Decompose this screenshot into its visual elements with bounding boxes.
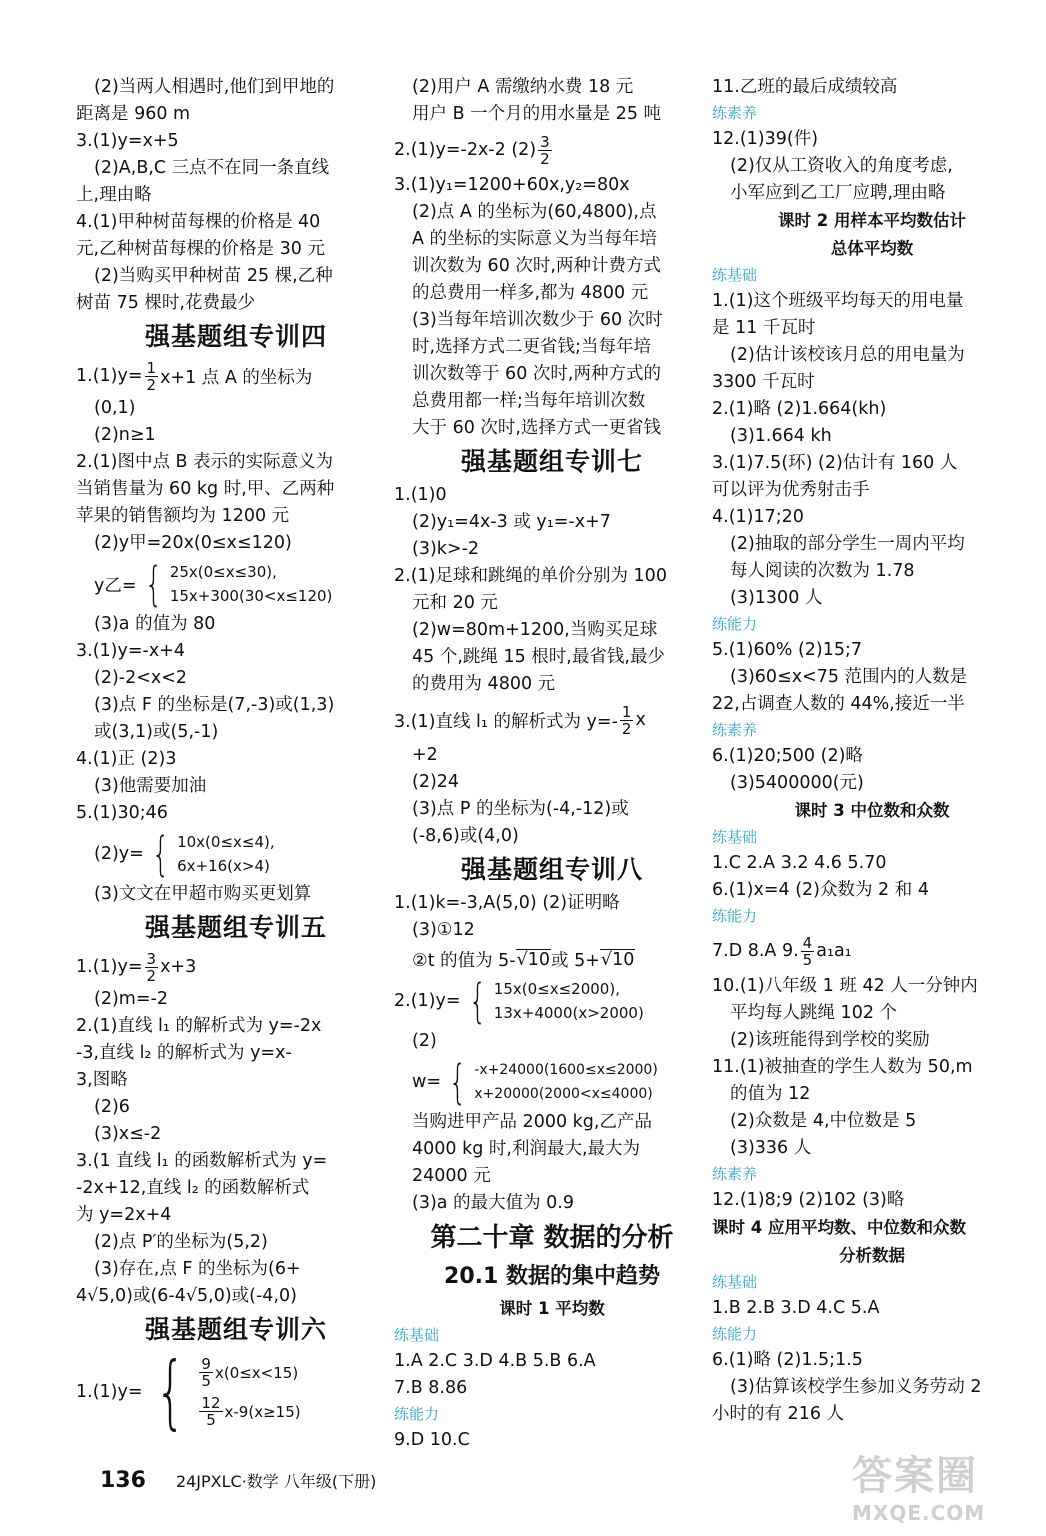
answer-column-1 [76, 74, 396, 1438]
answer-text: 2.(1)y=-2x-2 (2) [394, 140, 537, 160]
fraction [145, 951, 159, 984]
lesson-title: 课时 1 平均数 [499, 1299, 605, 1318]
answer-line: (3)点 P 的坐标为(-4,-12)或 [412, 799, 629, 819]
answer-line [712, 929, 1032, 973]
answer-line: (0,1) [94, 398, 136, 418]
answer-line: 1.(1)0 [394, 485, 447, 505]
piecewise-function [394, 1055, 710, 1109]
answer-line: 用户 B 一个月的用水量是 25 吨 [412, 104, 662, 124]
answer-line: 6.(1)20;500 (2)略 [712, 746, 863, 766]
answer-line: 训次数等于 60 次时,两种方式的 [412, 364, 661, 384]
answer-line: 1.C 2.A 3.2 4.6 5.70 [712, 853, 887, 873]
answer-line [394, 128, 710, 172]
answer-line: (3)60≤x<75 范围内的人数是 [730, 667, 968, 687]
answer-line: 2.(1)直线 l₁ 的解析式为 y=-2x [76, 1016, 322, 1036]
answer-line: 是 11 千瓦时 [712, 318, 816, 338]
watermark [852, 1444, 1032, 1530]
answer-line: 4000 kg 时,利润最大,最大为 [412, 1139, 641, 1159]
numerator: 12 [201, 1394, 221, 1412]
answer-line: 3.(1)7.5(环) (2)估计有 160 人 [712, 453, 958, 473]
numerator: 1 [621, 702, 632, 721]
watermark-url: MXQE.COM [852, 1501, 986, 1525]
practice-tag: 练素养 [712, 1165, 758, 1183]
answer-line: 4.(1)甲种树苗每棵的价格是 40 [76, 212, 321, 232]
answer-line: 3300 千瓦时 [712, 372, 815, 392]
lesson-title: 课时 4 应用平均数、中位数和众数 [712, 1218, 966, 1237]
answer-line: 2.(1)图中点 B 表示的实际意义为 [76, 452, 334, 472]
answer-line: -3,直线 l₂ 的解析式为 y=x- [76, 1043, 292, 1063]
piecewise-function [76, 827, 396, 881]
lesson-title: 总体平均数 [830, 239, 914, 258]
denominator: 5 [802, 950, 813, 969]
answer-line: 2.(1)略 (2)1.664(kh) [712, 399, 887, 419]
cases [197, 1356, 300, 1428]
answer-line [394, 698, 710, 742]
answer-line: 6.(1)x=4 (2)众数为 2 和 4 [712, 880, 929, 900]
answer-line: 距离是 960 m [76, 104, 191, 124]
answer-line: (2)估计该校该月总的用电量为 [730, 345, 965, 365]
answer-line: (2)6 [94, 1097, 130, 1117]
answer-line: 可以评为优秀射击手 [712, 480, 870, 500]
answer-line: 11.(1)被抽查的学生人数为 50,m [712, 1057, 973, 1077]
answer-line: (2)当购买甲种树苗 25 棵,乙种 [94, 266, 333, 286]
answer-line: 元和 20 元 [412, 593, 498, 613]
answer-line [76, 948, 396, 986]
answer-line: (3)1300 人 [730, 588, 823, 608]
practice-tag: 练基础 [712, 1273, 758, 1291]
answer-line: (3)文文在甲超市购买更划算 [94, 884, 312, 904]
brace: { [144, 557, 162, 611]
case-line [197, 1395, 300, 1428]
case-line: 15x(0≤x≤2000), [493, 980, 620, 998]
book-code: 24JPXLC·数学 八年级(下册) [175, 1472, 377, 1491]
answer-line: 2.(1)足球和跳绳的单价分别为 100 [394, 566, 667, 586]
answer-line: (2)y甲=20x(0≤x≤120) [94, 533, 292, 553]
answer-line: 的总费用一样多,都为 4800 元 [412, 283, 649, 303]
fraction [199, 1395, 222, 1428]
case-line: -x+24000(1600≤x≤2000) [474, 1062, 658, 1078]
section-heading: 强基题组专训七 [460, 447, 643, 476]
practice-tag: 练能力 [712, 615, 758, 633]
answer-line: 7.B 8.86 [394, 1378, 468, 1398]
answer-line: 时,选择方式二更省钱;当每年培 [412, 337, 651, 357]
chapter-title: 第二十章 数据的分析 [430, 1223, 674, 1253]
answer-line: 3.(1)y=x+5 [76, 131, 179, 151]
lesson-title: 分析数据 [839, 1246, 905, 1265]
denominator: 5 [201, 1372, 211, 1390]
piecewise-function [76, 557, 396, 611]
answer-line: 的费用为 4800 元 [412, 674, 556, 694]
answer-line: 24000 元 [412, 1166, 491, 1186]
answer-line: 12.(1)8;9 (2)102 (3)略 [712, 1190, 905, 1210]
practice-tag: 练能力 [394, 1405, 440, 1423]
fraction [538, 134, 552, 167]
lesson-title: 课时 2 用样本平均数估计 [778, 211, 966, 230]
answer-text: x+1 点 A 的坐标为 [160, 367, 313, 388]
case-line: x+20000(2000<x≤4000) [474, 1086, 653, 1102]
page-footer [100, 1468, 376, 1493]
case-line [197, 1356, 300, 1389]
denominator: 2 [621, 719, 632, 738]
answer-line: (3)估算该校学生参加义务劳动 2 [730, 1377, 982, 1397]
numerator: 3 [146, 949, 157, 968]
practice-tag: 练素养 [712, 104, 758, 122]
numerator: 9 [201, 1355, 211, 1373]
answer-text: ②t 的值为 5- [412, 950, 516, 971]
answer-line: -2x+12,直线 l₂ 的函数解析式 [76, 1178, 310, 1198]
answer-text: x [635, 710, 646, 730]
case-text: x(0≤x<15) [214, 1363, 299, 1382]
answer-line: 12.(1)39(件) [712, 129, 819, 149]
answer-line: (3)336 人 [730, 1138, 812, 1158]
answer-line: 大于 60 次时,选择方式一更省钱 [412, 418, 661, 438]
numerator: 4 [802, 933, 813, 952]
answer-line: 树苗 75 棵时,花费最少 [76, 293, 255, 313]
fraction [620, 704, 634, 737]
answer-line: 3.(1 直线 l₁ 的函数解析式为 y= [76, 1151, 328, 1171]
cases [474, 1058, 658, 1106]
answer-line: (3)x≤-2 [94, 1124, 162, 1144]
case-line: 25x(0≤x≤30), [169, 563, 277, 581]
answer-line: 1.(1)这个班级平均每天的用电量 [712, 291, 964, 311]
answer-text: 7.D 8.A 9. [712, 941, 799, 961]
answer-line: 9.D 10.C [394, 1430, 470, 1450]
answer-line: 当购进甲产品 2000 kg,乙产品 [412, 1112, 652, 1132]
answer-line: (3)当每年培训次数少于 60 次时 [412, 310, 663, 330]
section-heading: 强基题组专训六 [144, 1315, 327, 1344]
answer-text: 1.(1)y= [76, 366, 143, 386]
practice-tag: 练能力 [712, 907, 758, 925]
case-line: 13x+4000(x>2000) [493, 1004, 644, 1022]
answer-line: 1.(1)k=-3,A(5,0) (2)证明略 [394, 893, 620, 913]
answer-line: 22,占调查人数的 44%,接近一半 [712, 694, 965, 714]
answer-line: (2)y₁=4x-3 或 y₁=-x+7 [412, 512, 611, 532]
answer-line: (2)点 A 的坐标为(60,4800),点 [412, 202, 657, 222]
answer-text: 1.(1)y= [76, 1382, 143, 1402]
fraction [199, 1356, 213, 1389]
answer-line: 5.(1)60% (2)15;7 [712, 640, 863, 660]
answer-text: 3.(1)直线 l₁ 的解析式为 y=- [394, 711, 618, 732]
answer-line: 4.(1)正 (2)3 [76, 749, 177, 769]
answer-line: (2) [412, 1031, 437, 1051]
answer-line: (2)当两人相遇时,他们到甲地的 [94, 77, 335, 97]
practice-tag: 练素养 [712, 721, 758, 739]
case-line: 10x(0≤x≤4), [177, 833, 275, 851]
denominator: 2 [146, 966, 157, 985]
answer-line: 10.(1)八年级 1 班 42 人一分钟内 [712, 976, 978, 996]
numerator: 1 [146, 358, 157, 377]
answer-text: (2)y= [94, 844, 144, 864]
square-root: √10 [600, 949, 635, 970]
section-heading: 强基题组专训八 [460, 855, 643, 884]
answer-line: (2)众数是 4,中位数是 5 [730, 1111, 917, 1131]
answer-line: (2)m=-2 [94, 989, 168, 1009]
cases [494, 977, 644, 1025]
answer-line: 6.(1)略 (2)1.5;1.5 [712, 1350, 863, 1370]
cases [177, 830, 275, 878]
answer-line: (2)用户 A 需缴纳水费 18 元 [412, 77, 634, 97]
answer-line: (2)A,B,C 三点不在同一条直线 [94, 158, 330, 178]
answer-line: (2)该班能得到学校的奖励 [730, 1030, 930, 1050]
answer-text: y乙= [94, 575, 137, 596]
answer-line: 的值为 12 [730, 1084, 811, 1104]
answer-line [394, 944, 710, 974]
piecewise-function [394, 974, 710, 1028]
piecewise-function [76, 1345, 396, 1438]
square-root: √10 [516, 949, 551, 970]
answer-line: 3.(1)y=-x+4 [76, 641, 185, 661]
answer-line: 1.A 2.C 3.D 4.B 5.B 6.A [394, 1351, 596, 1371]
answer-line: 总费用都一样;当每年培训次数 [412, 391, 646, 411]
answer-line: 小时的有 216 人 [712, 1404, 845, 1424]
brace: { [151, 827, 170, 881]
case-line: 6x+16(x>4) [177, 857, 270, 875]
answer-line: (3)1.664 kh [730, 426, 832, 446]
practice-tag: 练能力 [712, 1325, 758, 1343]
numerator: 3 [540, 132, 550, 151]
denominator: 2 [146, 375, 157, 394]
cases [170, 560, 333, 608]
answer-line: 3.(1)y₁=1200+60x,y₂=80x [394, 175, 630, 195]
answer-line: 4√5,0)或(6-4√5,0)或(-4,0) [76, 1286, 297, 1306]
brace: { [154, 1345, 186, 1438]
answer-text: 1.(1)y= [76, 957, 143, 977]
answer-line: 1.B 2.B 3.D 4.C 5.A [712, 1298, 880, 1318]
answer-line [76, 357, 396, 395]
answer-line: +2 [412, 745, 438, 765]
answer-line: (3)k>-2 [412, 539, 480, 559]
answer-line: 小军应到乙工厂应聘,理由略 [730, 183, 946, 203]
answer-line: 5.(1)30;46 [76, 803, 168, 823]
watermark-logo: 答案圈 [852, 1453, 978, 1499]
answer-line: 平均每人跳绳 102 个 [730, 1003, 898, 1023]
answer-line: (2)w=80m+1200,当购买足球 [412, 620, 658, 640]
answer-line: 当销售量为 60 kg 时,甲、乙两种 [76, 479, 335, 499]
answer-column-2 [394, 74, 710, 1454]
answer-line: 每人阅读的次数为 1.78 [730, 561, 915, 581]
case-text: x-9(x≥15) [224, 1402, 301, 1421]
case-line: 15x+300(30<x≤120) [169, 587, 333, 605]
denominator: 2 [540, 149, 550, 168]
section-heading: 强基题组专训四 [144, 322, 327, 351]
page-number: 136 [100, 1468, 146, 1493]
section-heading: 强基题组专训五 [144, 913, 327, 942]
answer-line: 上,理由略 [76, 185, 152, 205]
answer-line: 或(3,1)或(5,-1) [94, 722, 219, 742]
answer-line: (2)仅从工资收入的角度考虑, [730, 156, 953, 176]
practice-tag: 练基础 [712, 266, 758, 284]
denominator: 5 [206, 1411, 216, 1429]
fraction [801, 935, 815, 968]
lesson-title: 课时 3 中位数和众数 [794, 801, 950, 820]
answer-line: 训次数为 60 次时,两种计费方式 [412, 256, 661, 276]
answer-line: (3)a 的值为 80 [94, 614, 216, 634]
practice-tag: 练基础 [394, 1326, 440, 1344]
answer-line: (2)n≥1 [94, 425, 156, 445]
answer-line: (3)点 F 的坐标是(7,-3)或(1,3) [94, 695, 335, 715]
answer-line: (2)点 P′的坐标为(5,2) [94, 1232, 268, 1252]
answer-line: 3,图略 [76, 1070, 128, 1090]
answer-line: (3)他需要加油 [94, 776, 207, 796]
answer-column-3 [712, 74, 1032, 1428]
answer-line: (-8,6)或(4,0) [412, 826, 519, 846]
answer-text: x+3 [160, 957, 197, 977]
answer-line: (3)存在,点 F 的坐标为(6+ [94, 1259, 301, 1279]
practice-tag: 练基础 [712, 828, 758, 846]
brace: { [468, 974, 486, 1028]
answer-line: (3)5400000(元) [730, 773, 864, 793]
answer-line: 11.乙班的最后成绩较高 [712, 77, 898, 97]
answer-line: 4.(1)17;20 [712, 507, 804, 527]
answer-text: a₁a₁ [816, 941, 852, 961]
answer-line: 苹果的销售额均为 1200 元 [76, 506, 290, 526]
answer-line: (3)a 的最大值为 0.9 [412, 1193, 574, 1213]
answer-line: (2)24 [412, 772, 460, 792]
answer-line: (2)-2<x<2 [94, 668, 188, 688]
answer-line: A 的坐标的实际意义为当每年培 [412, 229, 658, 249]
answer-text: 2.(1)y= [394, 991, 461, 1011]
section-title: 20.1 数据的集中趋势 [444, 1264, 660, 1289]
fraction [145, 360, 159, 393]
answer-line: 为 y=2x+4 [76, 1205, 172, 1225]
answer-text: w= [412, 1072, 441, 1092]
answer-line: 45 个,跳绳 15 根时,最省钱,最少 [412, 647, 665, 667]
answer-text: 或 5+ [551, 950, 600, 971]
answer-line: 元,乙种树苗每棵的价格是 30 元 [76, 239, 325, 259]
answer-line: (2)抽取的部分学生一周内平均 [730, 534, 965, 554]
answer-line: (3)①12 [412, 920, 475, 940]
brace: { [448, 1055, 467, 1109]
